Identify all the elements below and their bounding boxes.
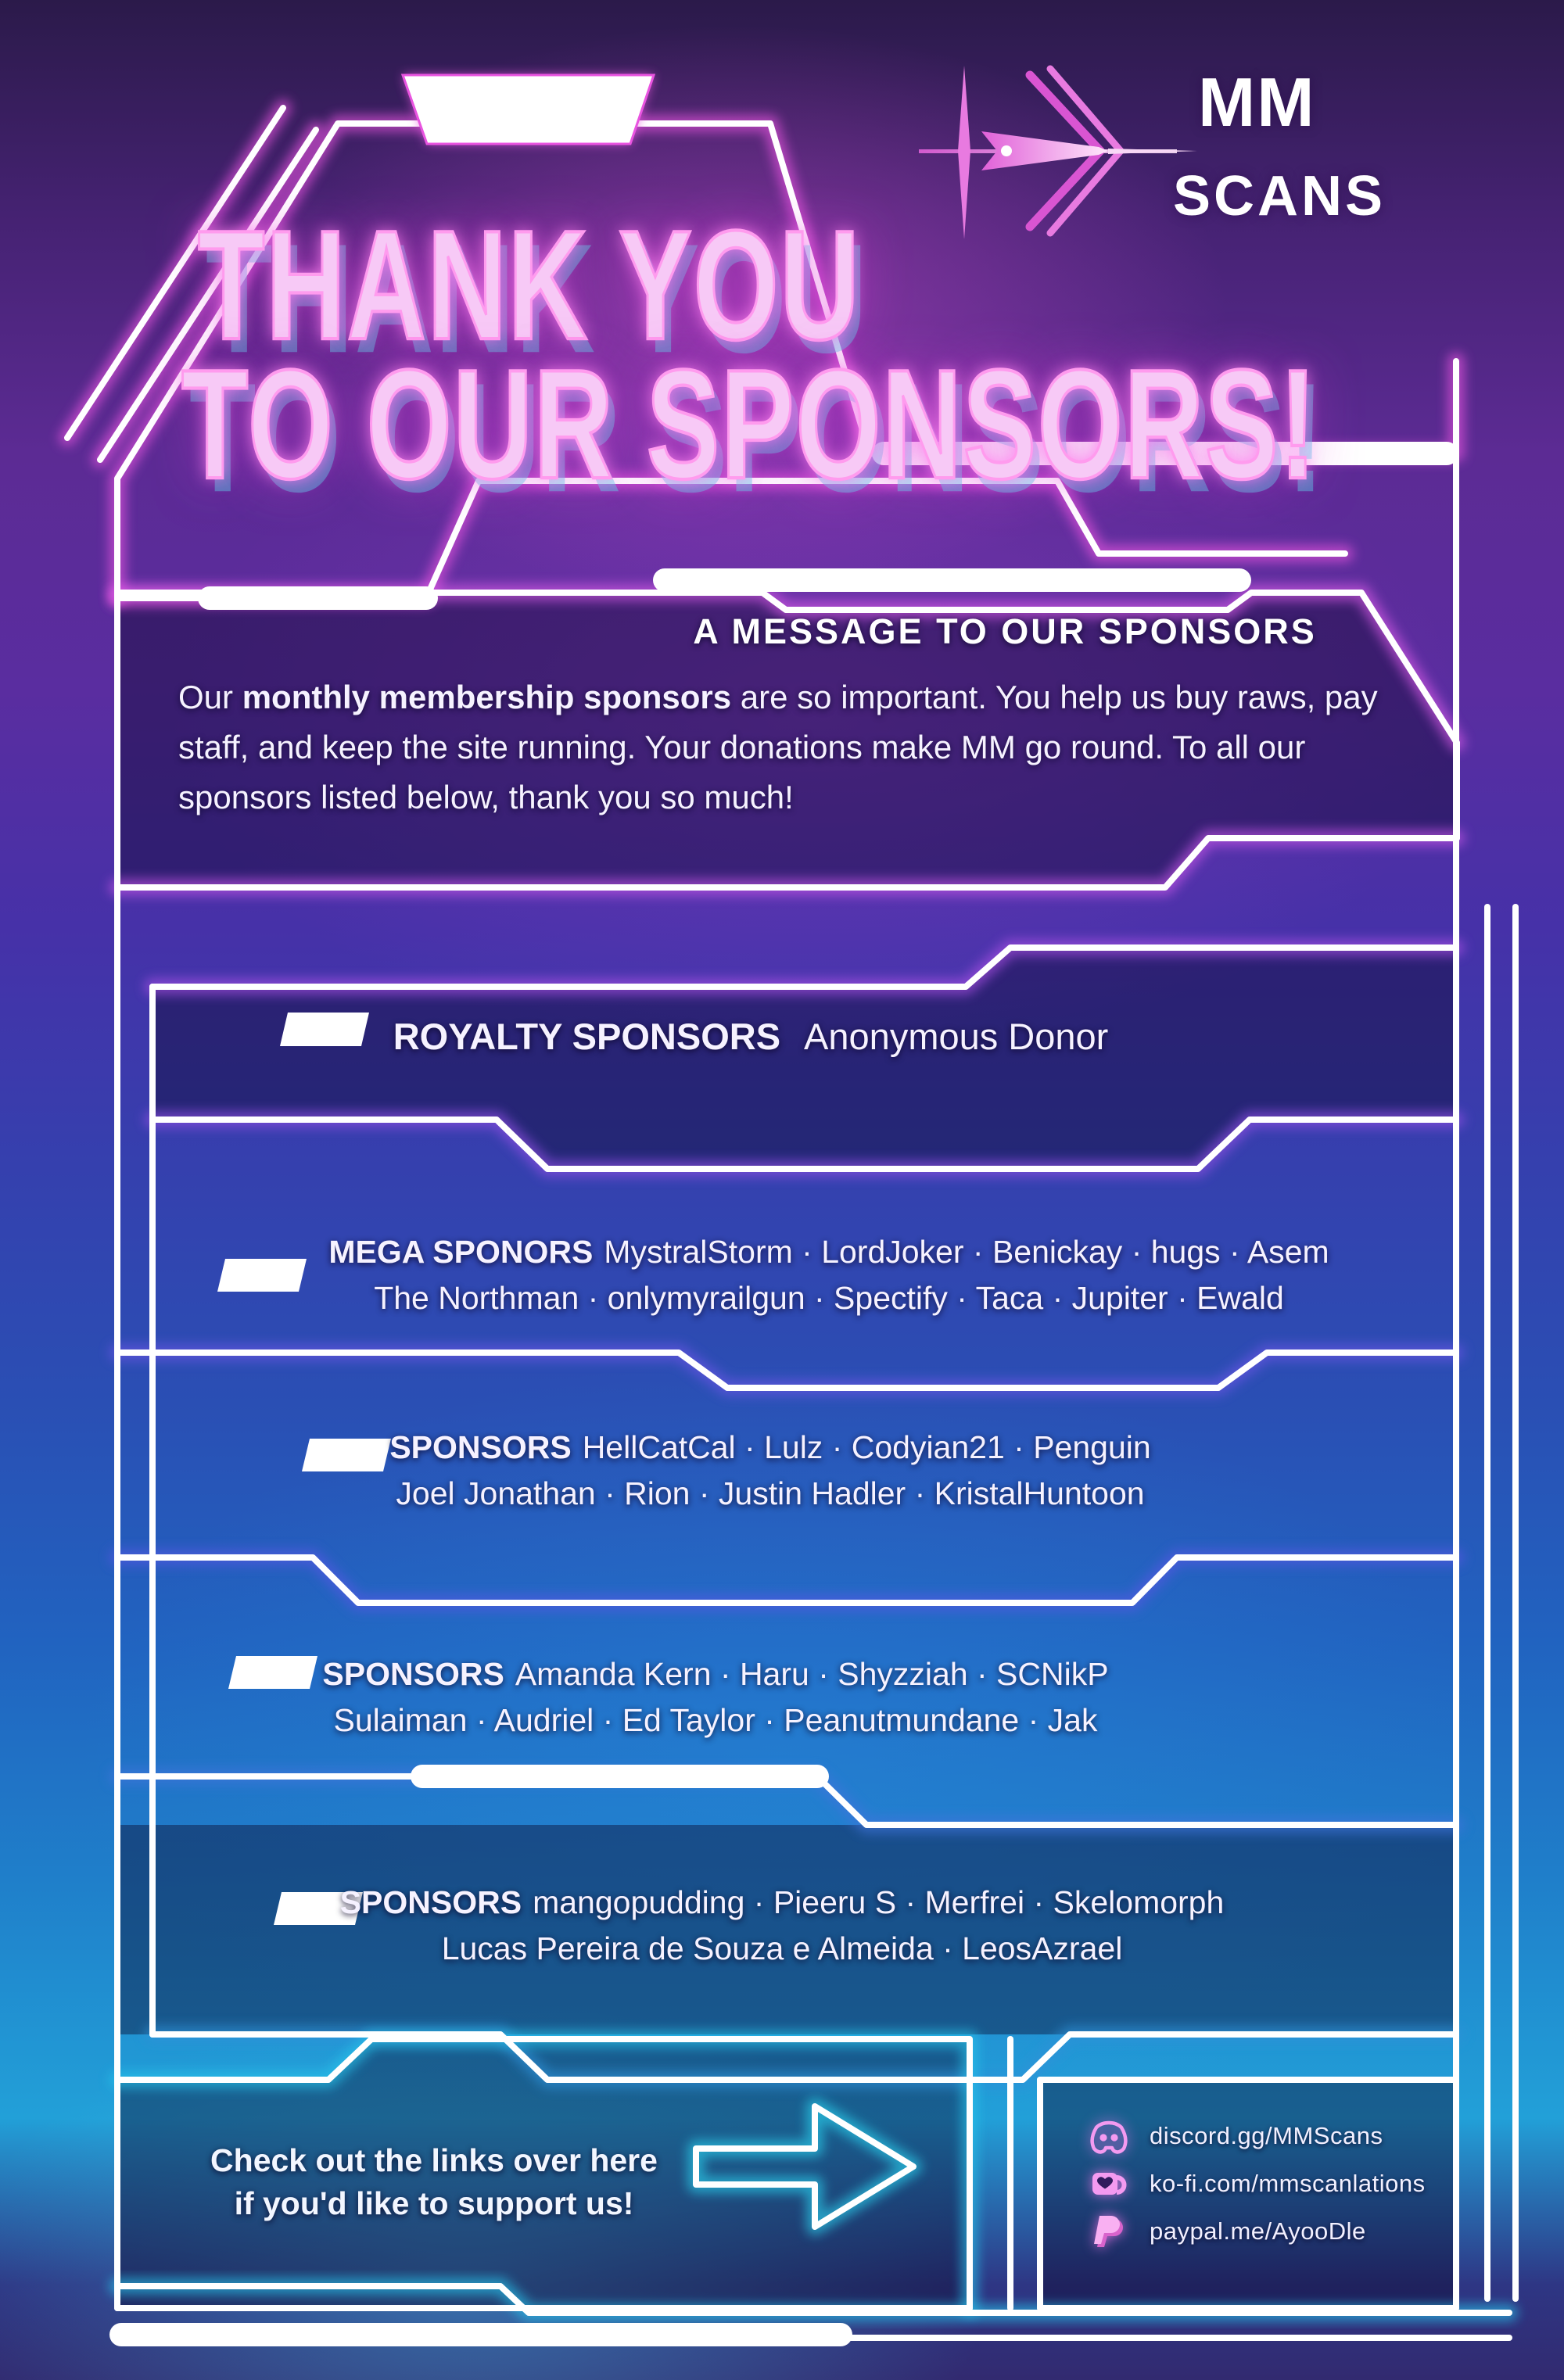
sponsors-1-line-1: SPONSORS HellCatCal · Lulz · Codyian21 · Penguin (389, 1429, 1151, 1465)
kofi-link[interactable]: ko-fi.com/mmscanlations (1089, 2163, 1426, 2204)
message-body (178, 672, 1445, 823)
sponsors-2-line-1: SPONSORS Amanda Kern · Haru · Shyzziah · SCNikP (322, 1656, 1109, 1692)
kofi-icon (1089, 2163, 1129, 2204)
sponsors-block-2 (168, 1651, 1263, 1744)
logo-text-mm: MM (1198, 63, 1316, 141)
sponsors-3-line-2: Lucas Pereira de Souza e Almeida · LeosAzrael (441, 1930, 1123, 1966)
sponsors-3-line-1: SPONSORS mangopudding · Pieeru S · Merfrei · Skelomorph (339, 1884, 1225, 1920)
mega-sponsors-block (282, 1229, 1376, 1321)
sponsors-2-line-2: Sulaiman · Audriel · Ed Taylor · Peanutmundane · Jak (333, 1702, 1098, 1738)
sponsors-block-3 (235, 1880, 1329, 1972)
message-heading: A MESSAGE TO OUR SPONSORS (693, 611, 1317, 651)
sponsors-block-1 (223, 1425, 1318, 1517)
message-body-suffix: are so important. You help us buy raws, pay staff, and keep the site running. Your donations make MM go round. To all our sponsors listed below, thank you so much! (178, 679, 1378, 815)
mega-sponsors-label: MEGA SPONORS (328, 1234, 594, 1270)
sponsors-3-label: SPONSORS (339, 1884, 522, 1920)
royalty-sponsors-row (203, 1013, 1298, 1059)
sponsors-1-label: SPONSORS (389, 1429, 572, 1465)
support-cta-line-1: Check out the links over here (210, 2142, 658, 2178)
message-body-bold: monthly membership sponsors (242, 679, 732, 715)
paypal-link[interactable]: paypal.me/AyooDle (1089, 2211, 1426, 2252)
top-notch-plate (403, 75, 654, 144)
logo-text-scans: SCANS (1173, 165, 1386, 228)
support-cta-line-2: if you'd like to support us! (234, 2185, 634, 2221)
support-links (1089, 2116, 1426, 2252)
royalty-sponsors-label: ROYALTY SPONSORS (393, 1016, 781, 1057)
discord-link[interactable]: discord.gg/MMScans (1089, 2116, 1426, 2156)
sponsors-2-label: SPONSORS (322, 1656, 504, 1692)
support-cta (133, 2139, 735, 2225)
paypal-icon (1089, 2211, 1129, 2252)
discord-icon (1089, 2116, 1129, 2156)
message-body-prefix: Our (178, 679, 242, 715)
mega-sponsors-line-1: MEGA SPONORS MystralStorm · LordJoker · Benickay · hugs · Asem (328, 1234, 1329, 1270)
headline-line-1: THANK YOU (198, 197, 861, 372)
headline-line-2: TO OUR SPONSORS! (181, 336, 1318, 511)
sponsors-1-line-2: Joel Jonathan · Rion · Justin Hadler · KristalHuntoon (396, 1475, 1145, 1511)
mega-sponsors-line-2: The Northman · onlymyrailgun · Spectify · Taca · Jupiter · Ewald (374, 1280, 1284, 1316)
mm-scans-dart-icon (919, 63, 1200, 242)
royalty-sponsors-names: Anonymous Donor (804, 1016, 1109, 1057)
